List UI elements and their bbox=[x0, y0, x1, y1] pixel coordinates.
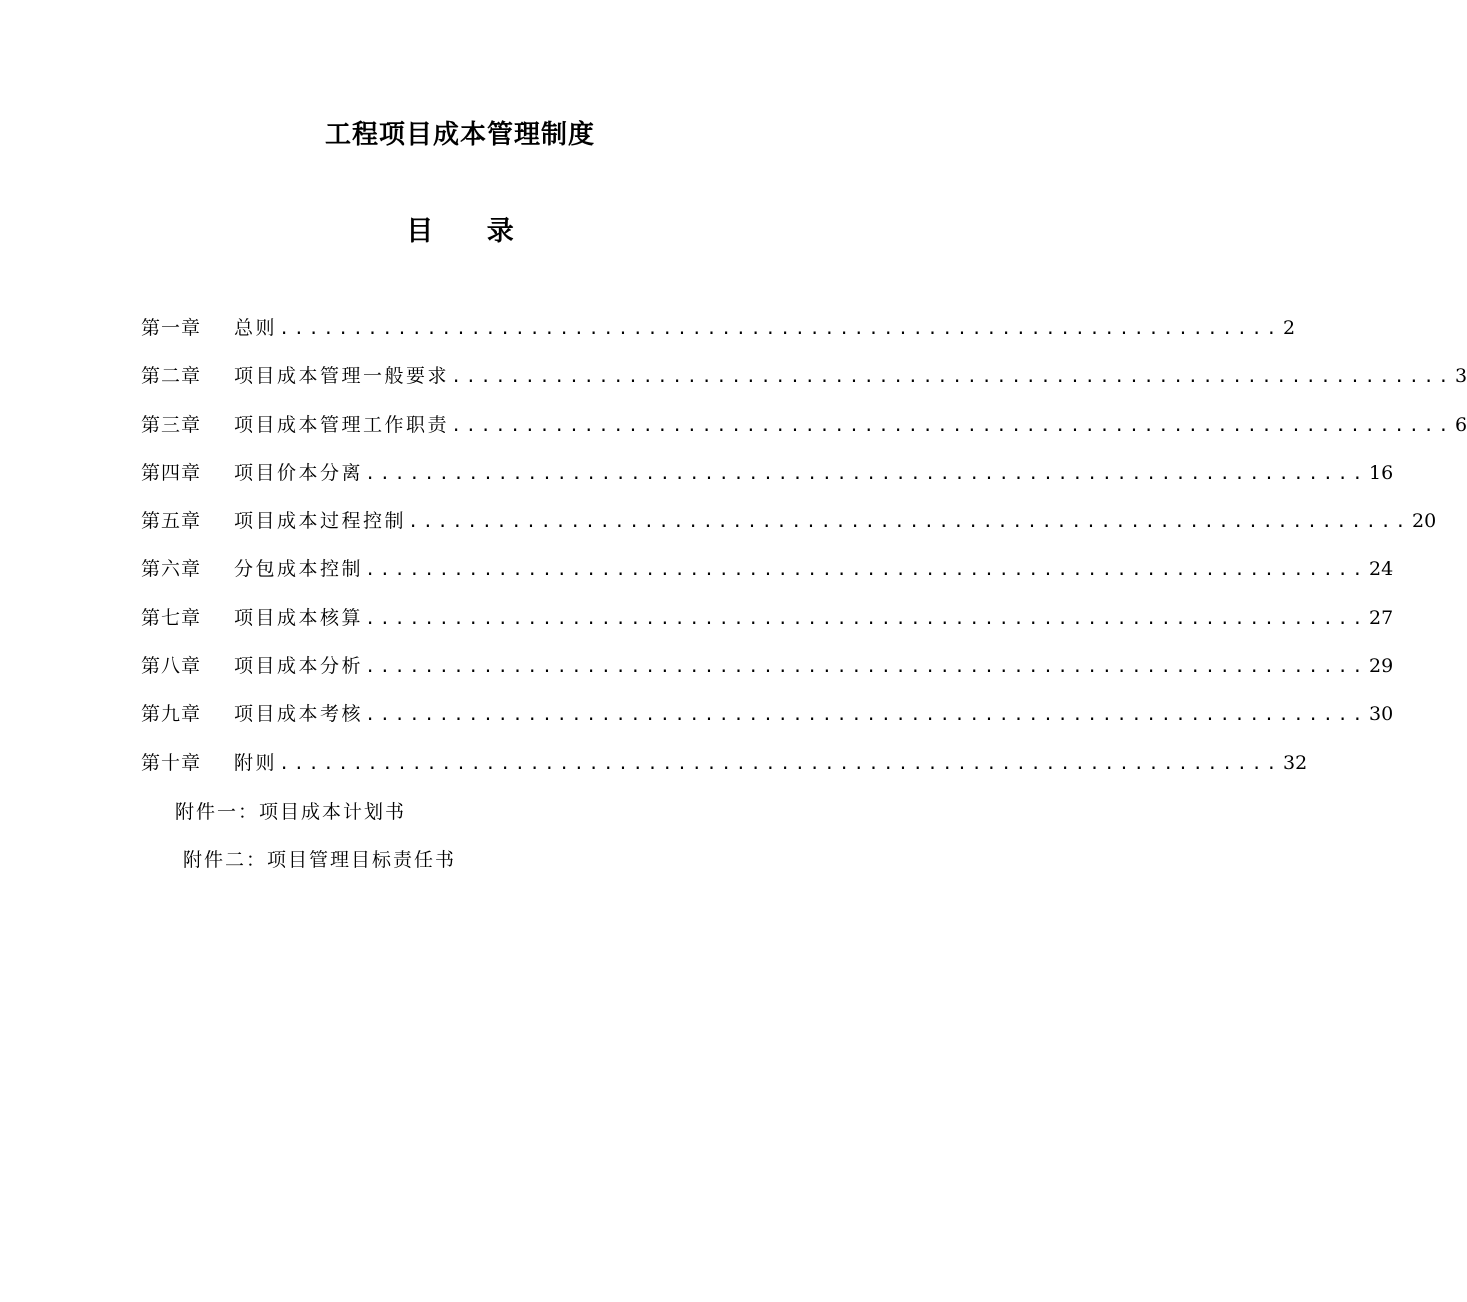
toc-entry[interactable] bbox=[141, 600, 1394, 648]
toc-chapter-title: 项目成本过程控制 bbox=[234, 510, 407, 533]
toc-dot-leader: .................................................................... bbox=[365, 560, 1367, 581]
toc-dot-leader: .................................................................... bbox=[408, 512, 1410, 533]
toc-dot-leader: .................................................................... bbox=[279, 753, 1281, 774]
toc-chapter-title: 项目价本分离 bbox=[234, 461, 364, 484]
toc-page-number: 32 bbox=[1283, 751, 1308, 774]
toc-dot-leader: .................................................................... bbox=[365, 657, 1367, 678]
toc-page-number: 24 bbox=[1369, 558, 1394, 581]
toc-dot-leader: .................................................................... bbox=[451, 367, 1453, 388]
toc-entry[interactable] bbox=[141, 696, 1394, 744]
toc-page-number: 30 bbox=[1369, 703, 1394, 726]
toc-chapter-number: 第四章 bbox=[141, 461, 202, 484]
toc-page-number: 6 bbox=[1455, 413, 1467, 436]
toc-page-number: 2 bbox=[1283, 317, 1296, 339]
toc-heading: 目 录 bbox=[406, 216, 536, 247]
toc-chapter-title: 项目成本分析 bbox=[234, 655, 364, 678]
toc-chapter-number: 第一章 bbox=[141, 317, 202, 339]
toc-chapter-number: 第二章 bbox=[141, 365, 202, 388]
toc-chapter-title: 项目成本管理工作职责 bbox=[234, 413, 450, 436]
toc-entry[interactable] bbox=[141, 551, 1394, 599]
toc-page-number: 20 bbox=[1412, 510, 1437, 533]
toc-chapter-title: 附则 bbox=[234, 751, 278, 774]
appendix-item[interactable]: 附件一：项目成本计划书 bbox=[175, 801, 407, 823]
toc-chapter-number: 第八章 bbox=[141, 655, 202, 678]
toc-dot-leader: .................................................................... bbox=[279, 319, 1281, 339]
toc-entry[interactable] bbox=[141, 503, 1437, 551]
toc-chapter-number: 第六章 bbox=[141, 558, 202, 581]
toc-chapter-number: 第七章 bbox=[141, 606, 202, 629]
toc-page-number: 16 bbox=[1369, 461, 1394, 484]
toc-page-number: 27 bbox=[1369, 606, 1394, 629]
toc-chapter-title: 项目成本考核 bbox=[234, 703, 364, 726]
toc-chapter-number: 第五章 bbox=[141, 510, 202, 533]
appendix-item[interactable]: 附件二：项目管理目标责任书 bbox=[183, 849, 457, 871]
toc-chapter-title: 分包成本控制 bbox=[234, 558, 364, 581]
toc-entry[interactable] bbox=[141, 648, 1394, 696]
toc-entry[interactable] bbox=[141, 310, 1296, 358]
toc-chapter-number: 第十章 bbox=[141, 751, 202, 774]
toc-chapter-number: 第九章 bbox=[141, 703, 202, 726]
toc-entry[interactable] bbox=[141, 745, 1308, 793]
toc-page-number: 3 bbox=[1455, 365, 1467, 388]
table-of-contents bbox=[141, 310, 1467, 793]
toc-chapter-title: 总则 bbox=[234, 317, 278, 339]
toc-entry[interactable] bbox=[141, 455, 1394, 503]
toc-dot-leader: .................................................................... bbox=[451, 415, 1453, 436]
toc-page-number: 29 bbox=[1369, 655, 1394, 678]
toc-chapter-number: 第三章 bbox=[141, 413, 202, 436]
toc-dot-leader: .................................................................... bbox=[365, 463, 1367, 484]
toc-chapter-title: 项目成本核算 bbox=[234, 606, 364, 629]
toc-dot-leader: .................................................................... bbox=[365, 705, 1367, 726]
toc-entry[interactable] bbox=[141, 407, 1467, 455]
toc-chapter-title: 项目成本管理一般要求 bbox=[234, 365, 450, 388]
toc-entry[interactable] bbox=[141, 358, 1467, 406]
toc-dot-leader: .................................................................... bbox=[365, 608, 1367, 629]
document-title: 工程项目成本管理制度 bbox=[324, 120, 595, 150]
